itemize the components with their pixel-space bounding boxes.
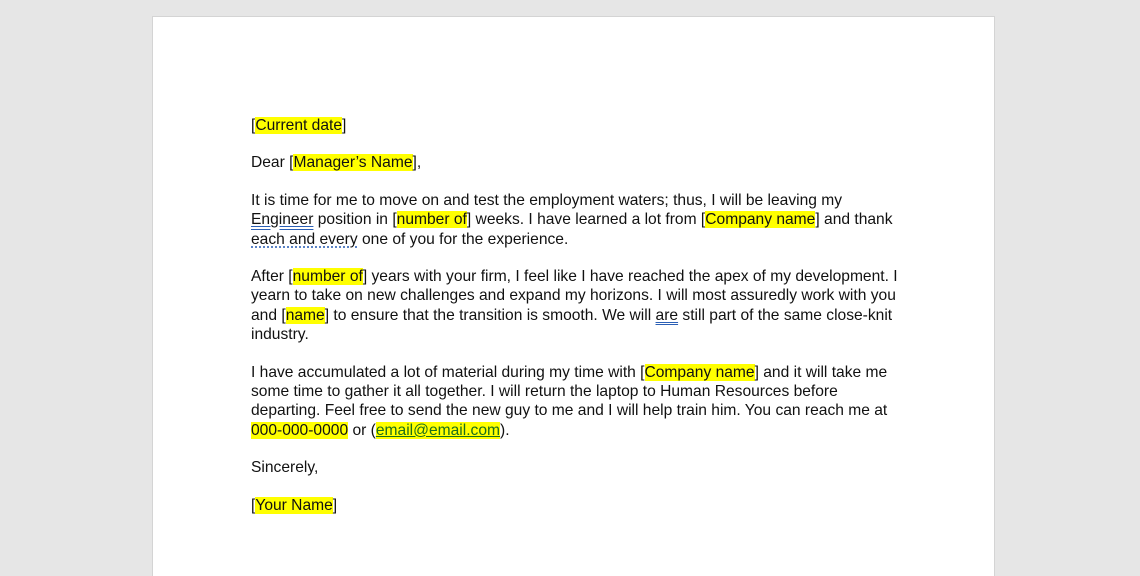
name-placeholder[interactable]: name [285, 306, 325, 324]
number-of-years-placeholder[interactable]: number of [292, 268, 363, 286]
p2-text-1: After [251, 268, 289, 286]
signature-line: [Your Name] [251, 496, 338, 514]
number-of-weeks-placeholder[interactable]: number of [396, 211, 467, 229]
phone-placeholder[interactable]: 000-000-0000 [251, 421, 349, 439]
engineer-grammar-flag[interactable]: Engineer [251, 211, 314, 229]
date-line: [Current date] [251, 117, 347, 134]
p1-text-3: weeks. I have learned a lot from [471, 211, 701, 229]
each-and-every-style-flag[interactable]: each and every [251, 230, 358, 248]
p1-text-4: and thank [819, 211, 893, 229]
p2-text-3: to ensure that the transition is smooth. We will [329, 306, 656, 324]
greeting-suffix: , [416, 154, 422, 172]
company-name-placeholder[interactable]: Company name [705, 211, 816, 229]
document-page [152, 16, 995, 576]
p2-text-2: years with your firm, I feel like I have reached the apex of my development. I yearn to take on new challenges and expand my horizons. I will most assuredly work with you and [251, 268, 898, 324]
your-name-placeholder[interactable]: Your Name [255, 496, 333, 514]
current-date-placeholder[interactable]: Current date [255, 117, 343, 134]
p3-text-2: and it will take me some time to gather it all together. I will return the laptop to Human Resources before departing. Feel free to send the new guy to me and I will help train him. You can reach me at [251, 363, 888, 420]
p3-text-1: I have accumulated a lot of material during my time with [251, 363, 641, 381]
closing-line: Sincerely, [251, 459, 319, 477]
p1-text-5: one of you for the experience. [357, 230, 569, 248]
p1-text-2: position in [313, 211, 393, 229]
greeting-line: Dear [Manager’s Name], [251, 154, 422, 172]
p1-text-1: It is time for me to move on and test the employment waters; thus, I will be leaving my [251, 191, 843, 209]
email-link[interactable]: email@email.com [375, 421, 501, 439]
paragraph-3: I have accumulated a lot of material during my time with [Company name] and it will take me some time to gather it all together. I will return the laptop to Human Resources before departing. Feel free to send the new guy to me and I will help train him. You can reach me at 000-000-0000 or (email@email.com). [251, 363, 888, 439]
paragraph-1: It is time for me to move on and test the employment waters; thus, I will be leaving my Engineer position in [number of] weeks. I have learned a lot from [Company name] and thank each and every one of you for the experience. [251, 191, 893, 248]
p2-text-4: still part of the same close-knit industry. [251, 306, 893, 344]
manager-name-placeholder[interactable]: Manager’s Name [293, 154, 413, 172]
p3-text-3: or ( [348, 421, 376, 439]
letter-body[interactable] [251, 116, 901, 533]
are-grammar-flag[interactable]: are [655, 306, 679, 324]
company-name-placeholder[interactable]: Company name [644, 363, 755, 381]
paragraph-2: After [number of] years with your firm, I feel like I have reached the apex of my development. I yearn to take on new challenges and expand my horizons. I will most assuredly work with you and [name] to ensure that the transition is smooth. We will are still part of the same close-knit industry. [251, 268, 898, 344]
greeting-prefix: Dear [251, 154, 290, 172]
p3-text-4: ). [500, 421, 510, 439]
